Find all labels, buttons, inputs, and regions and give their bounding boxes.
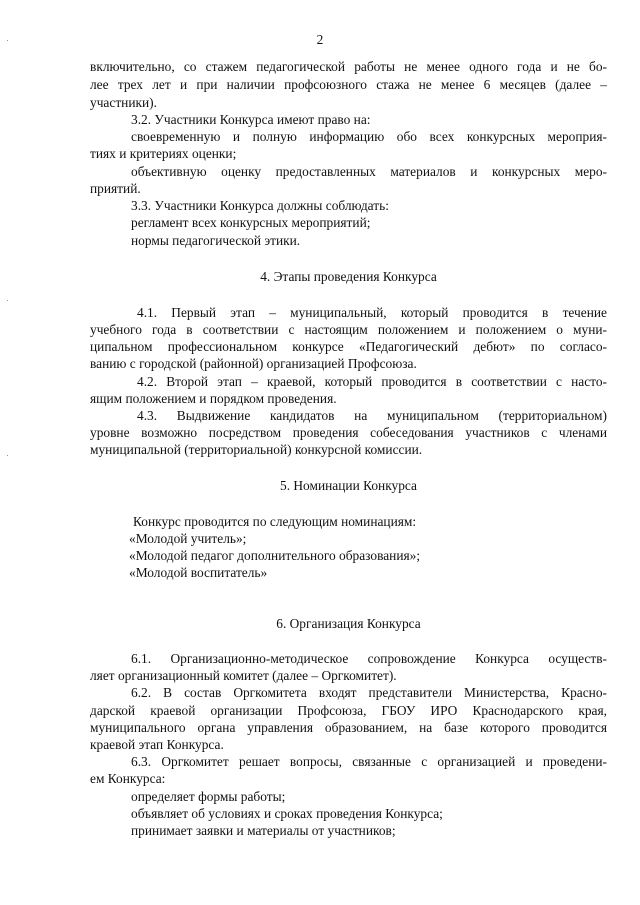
text-line: ем Конкурса: — [90, 771, 166, 786]
list-item: «Молодой педагог дополнительного образования»; — [129, 548, 421, 563]
text-line: 4.3. Выдвижение кандидатов на муниципальном (территориальном) — [137, 408, 607, 423]
list-item: «Молодой учитель»; — [129, 531, 247, 546]
text-line: 3.3. Участники Конкурса должны соблюдать: — [131, 198, 389, 213]
list-item: определяет формы работы; — [131, 789, 286, 804]
text-line: приятий. — [90, 181, 141, 196]
page-number: 2 — [316, 32, 324, 47]
text-line: краевой этап Конкурса. — [90, 737, 224, 752]
text-line: нормы педагогической этики. — [131, 233, 301, 248]
text-line: уровне возможно посредством проведения собеседования участников с членами — [90, 425, 607, 440]
scan-mark — [7, 455, 8, 456]
text-line: Конкурс проводится по следующим номинациям: — [133, 514, 417, 529]
scan-mark — [7, 40, 8, 41]
text-line: муниципальной (территориальной) конкурсной комиссии. — [90, 442, 423, 457]
text-line: тиях и критериях оценки; — [90, 146, 237, 161]
text-line: ящим положением и порядком проведения. — [90, 391, 337, 406]
text-line: учебного года в соответствии с настоящим положением и положением о муни- — [90, 322, 607, 337]
list-item: «Молодой воспитатель» — [129, 565, 268, 580]
text-line: регламент всех конкурсных мероприятий; — [131, 215, 371, 230]
text-line: 4.1. Первый этап – муниципальный, который проводится в течение — [137, 305, 607, 320]
text-line: 6.2. В состав Оргкомитета входят представители Министерства, Красно- — [131, 685, 607, 700]
text-line: дарской краевой организации Профсоюза, ГБОУ ИРО Краснодарского края, — [90, 703, 607, 718]
text-line: участники). — [90, 95, 157, 110]
text-line: лее трех лет и при наличии профсоюзного стажа не менее 6 месяцев (далее – — [90, 77, 607, 92]
scan-mark — [7, 300, 8, 301]
text-line: своевременную и полную информацию обо всех конкурсных мероприя- — [131, 129, 607, 144]
text-line: 6.1. Организационно-методическое сопровождение Конкурса осуществ- — [131, 651, 607, 666]
text-line: муниципального органа управления образованием, на базе которого проводится — [90, 720, 607, 735]
text-line: 6.3. Оргкомитет решает вопросы, связанные с организацией и проведени- — [131, 754, 607, 769]
text-line: ляет организационный комитет (далее – Оргкомитет). — [90, 668, 397, 683]
list-item: объявляет об условиях и сроках проведения Конкурса; — [131, 806, 443, 821]
text-line: 3.2. Участники Конкурса имеют право на: — [131, 112, 371, 127]
section-heading: 4. Этапы проведения Конкурса — [260, 269, 437, 284]
text-line: 4.2. Второй этап – краевой, который проводится в соответствии с насто- — [137, 374, 607, 389]
section-heading: 5. Номинации Конкурса — [280, 478, 417, 493]
text-line: ципальном профессиональном конкурсе «Педагогический дебют» по согласо- — [90, 339, 607, 354]
text-line: объективную оценку предоставленных материалов и конкурсных меро- — [131, 164, 607, 179]
list-item: принимает заявки и материалы от участников; — [131, 823, 396, 838]
section-heading: 6. Организация Конкурса — [276, 616, 421, 631]
text-line: включительно, со стажем педагогической работы не менее одного года и не бо- — [90, 59, 607, 74]
text-line: ванию с городской (районной) организацией Профсоюза. — [90, 356, 417, 371]
